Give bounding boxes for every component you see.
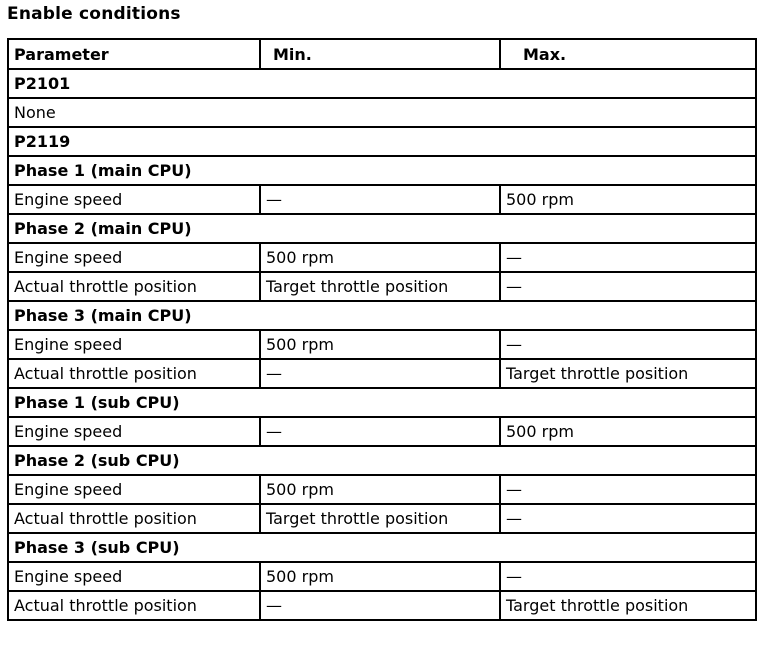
max-cell: Target throttle position xyxy=(500,359,756,388)
min-cell: — xyxy=(260,417,500,446)
page-title: Enable conditions xyxy=(7,4,181,24)
section-label: Phase 3 (sub CPU) xyxy=(8,533,756,562)
header-max: Max. xyxy=(500,39,756,69)
header-min: Min. xyxy=(260,39,500,69)
parameter-cell: Engine speed xyxy=(8,243,260,272)
min-cell: Target throttle position xyxy=(260,272,500,301)
min-cell: 500 rpm xyxy=(260,330,500,359)
section-row xyxy=(8,69,756,98)
parameter-cell: None xyxy=(8,98,756,127)
min-cell: 500 rpm xyxy=(260,243,500,272)
section-label: P2101 xyxy=(8,69,756,98)
section-row xyxy=(8,156,756,185)
enable-conditions-table xyxy=(7,38,757,621)
max-cell: — xyxy=(500,330,756,359)
parameter-cell: Engine speed xyxy=(8,185,260,214)
max-cell: — xyxy=(500,504,756,533)
table-row xyxy=(8,417,756,446)
table-row xyxy=(8,272,756,301)
min-cell: 500 rpm xyxy=(260,475,500,504)
table-row xyxy=(8,330,756,359)
table-row xyxy=(8,243,756,272)
section-label: P2119 xyxy=(8,127,756,156)
min-cell: 500 rpm xyxy=(260,562,500,591)
table-row xyxy=(8,591,756,620)
section-row xyxy=(8,301,756,330)
table-row xyxy=(8,98,756,127)
min-cell: — xyxy=(260,591,500,620)
table-row xyxy=(8,359,756,388)
header-parameter: Parameter xyxy=(8,39,260,69)
parameter-cell: Engine speed xyxy=(8,330,260,359)
parameter-cell: Actual throttle position xyxy=(8,591,260,620)
table-row xyxy=(8,185,756,214)
table-row xyxy=(8,475,756,504)
section-label: Phase 1 (sub CPU) xyxy=(8,388,756,417)
parameter-cell: Engine speed xyxy=(8,562,260,591)
max-cell: — xyxy=(500,562,756,591)
table-row xyxy=(8,562,756,591)
section-label: Phase 1 (main CPU) xyxy=(8,156,756,185)
parameter-cell: Actual throttle position xyxy=(8,504,260,533)
max-cell: — xyxy=(500,272,756,301)
table-row xyxy=(8,504,756,533)
min-cell: — xyxy=(260,185,500,214)
section-label: Phase 2 (sub CPU) xyxy=(8,446,756,475)
section-row xyxy=(8,446,756,475)
max-cell: — xyxy=(500,475,756,504)
section-row xyxy=(8,388,756,417)
parameter-cell: Actual throttle position xyxy=(8,359,260,388)
min-cell: — xyxy=(260,359,500,388)
max-cell: — xyxy=(500,243,756,272)
section-label: Phase 3 (main CPU) xyxy=(8,301,756,330)
section-row xyxy=(8,533,756,562)
section-row xyxy=(8,127,756,156)
max-cell: 500 rpm xyxy=(500,417,756,446)
parameter-cell: Actual throttle position xyxy=(8,272,260,301)
parameter-cell: Engine speed xyxy=(8,417,260,446)
section-label: Phase 2 (main CPU) xyxy=(8,214,756,243)
table-header-row xyxy=(8,39,756,69)
table-body xyxy=(8,69,756,620)
max-cell: Target throttle position xyxy=(500,591,756,620)
max-cell: 500 rpm xyxy=(500,185,756,214)
section-row xyxy=(8,214,756,243)
min-cell: Target throttle position xyxy=(260,504,500,533)
parameter-cell: Engine speed xyxy=(8,475,260,504)
